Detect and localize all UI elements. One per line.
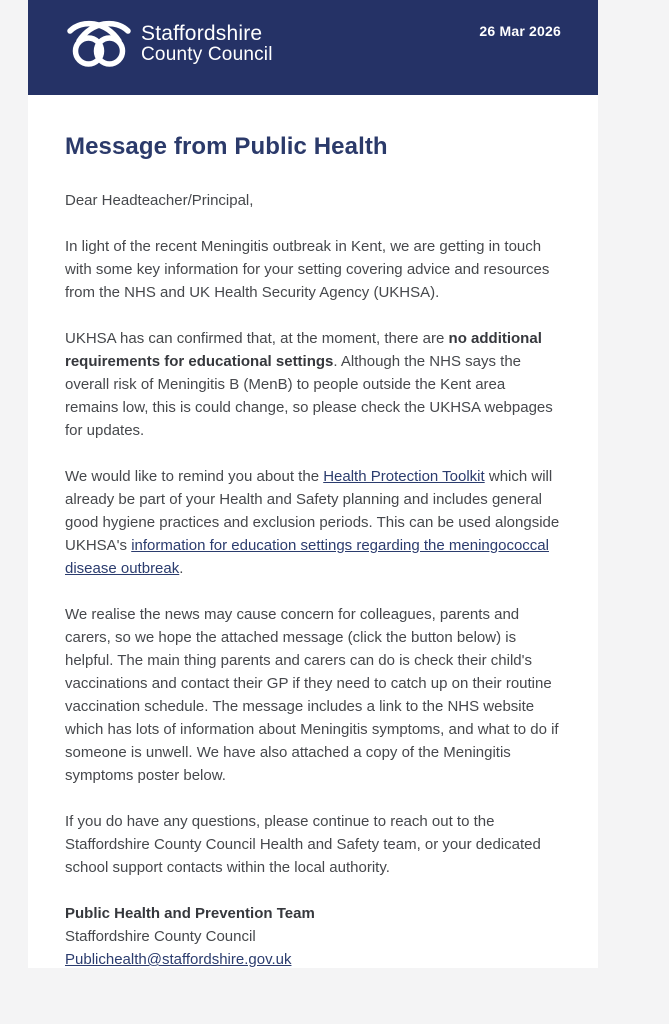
council-logo-line2: County Council (141, 44, 273, 65)
email-date: 26 Mar 2026 (479, 23, 561, 39)
paragraph-toolkit-text: We would like to remind you about the (65, 468, 324, 485)
no-additional-requirements-bold: no additional requirements for educational settings (65, 330, 542, 370)
education-settings-guidance-link[interactable]: information for education settings regarding the meningococcal disease outbreak (65, 537, 549, 577)
council-logo-text (141, 22, 273, 65)
paragraph-ukhsa (65, 327, 561, 442)
paragraph-ukhsa-text: UKHSA has can confirmed that, at the moment, there are (65, 330, 449, 347)
email-card (28, 0, 598, 968)
paragraph-toolkit (65, 465, 561, 580)
paragraph-questions: If you do have any questions, please continue to reach out to the Staffordshire County Council Health and Safety team, or your dedicated school support contacts within the local authority. (65, 813, 541, 876)
email-header (28, 0, 598, 95)
paragraph-parents: We realise the news may cause concern for colleagues, parents and carers, so we hope the attached message (click the button below) is helpful. The main thing parents and carers can do is check their child's vaccinations and contact their GP if they need to catch up on their routine vaccination schedule. The message includes a link to the NHS website which has lots of information about Meningitis symptoms, and what to do if someone is unwell. We have also attached a copy of the Meningitis symptoms poster below. (65, 606, 559, 784)
signature-block (65, 902, 561, 971)
paragraph-toolkit-text-mid: which will already be part of your Health and Safety planning and includes general good hygiene practices and exclusion periods. This can be used alongside UKHSA's (65, 468, 560, 554)
signature-email-link[interactable]: Publichealth@staffordshire.gov.uk (65, 951, 292, 968)
health-protection-toolkit-link[interactable]: Health Protection Toolkit (323, 468, 485, 485)
salutation: Dear Headteacher/Principal, (65, 192, 254, 209)
paragraph-toolkit-text-end: . (179, 560, 184, 577)
signature-org: Staffordshire County Council (65, 928, 256, 945)
council-logo-line1: Staffordshire (141, 22, 263, 45)
page-title: Message from Public Health (65, 133, 388, 160)
email-body (28, 95, 598, 1024)
council-logo[interactable] (66, 19, 273, 68)
paragraph-intro: In light of the recent Meningitis outbreak in Kent, we are getting in touch with some key information for your setting covering advice and resources from the NHS and UK Health Security Agency (UKHSA). (65, 238, 550, 301)
paragraph-ukhsa-text-cont: . Although the NHS says the overall risk of Meningitis B (MenB) to people outside the Kent area remains low, this is could change, so please check the UKHSA webpages for updates. (65, 353, 553, 439)
signature-team: Public Health and Prevention Team (65, 905, 315, 922)
stafford-knot-icon (66, 20, 132, 68)
